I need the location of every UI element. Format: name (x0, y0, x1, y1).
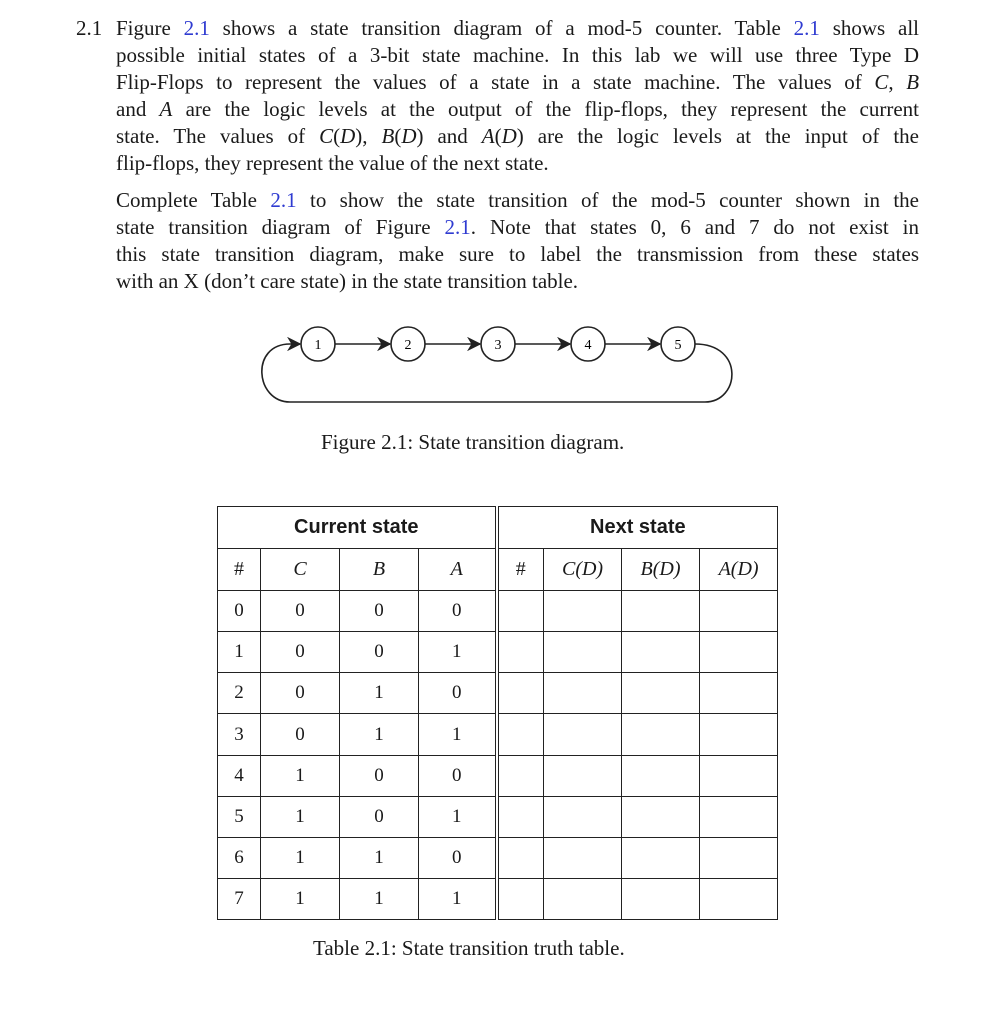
table-cell: 1 (340, 837, 419, 878)
table-cell: 0 (261, 591, 340, 632)
table-row (218, 632, 778, 673)
math-variable: D (401, 124, 417, 148)
next-col-header: A(D) (700, 549, 778, 591)
paragraph-instructions (116, 187, 919, 295)
math-variable: B (381, 124, 395, 148)
table-cell: 1 (419, 714, 497, 755)
next-state-header: Next state (497, 507, 778, 549)
current-col-header: C (261, 549, 340, 591)
text-run: possible initial states of a 3-bit state machine. In this lab we will use three Type D (116, 43, 919, 67)
empty-next-state-cell[interactable] (544, 755, 622, 796)
table-cell: 1 (340, 714, 419, 755)
table-cell: 1 (340, 878, 419, 919)
cross-reference-link[interactable]: 2.1 (183, 16, 210, 40)
table-cell: 0 (340, 796, 419, 837)
empty-next-state-cell[interactable] (700, 796, 778, 837)
empty-next-state-cell[interactable] (622, 591, 700, 632)
text-run: ( (494, 124, 502, 148)
table-cell: 0 (340, 755, 419, 796)
current-col-header: B (340, 549, 419, 591)
empty-next-state-cell[interactable] (622, 837, 700, 878)
section-number: 2.1 (76, 16, 103, 40)
empty-next-state-cell[interactable] (497, 714, 544, 755)
next-col-header: # (497, 549, 544, 591)
current-state-header: Current state (218, 507, 497, 549)
empty-next-state-cell[interactable] (700, 673, 778, 714)
text-line (116, 241, 919, 268)
text-line (116, 214, 919, 241)
table-caption: Table 2.1: State transition truth table. (313, 936, 625, 960)
math-variable: C (319, 124, 334, 148)
paragraph-intro (116, 15, 919, 177)
text-run: ) and (416, 124, 482, 148)
empty-next-state-cell[interactable] (700, 632, 778, 673)
state-label: 3 (494, 338, 502, 353)
math-variable: A (481, 124, 495, 148)
table-cell: 0 (261, 673, 340, 714)
table-cell: 1 (261, 837, 340, 878)
text-line (116, 69, 919, 96)
empty-next-state-cell[interactable] (700, 591, 778, 632)
empty-next-state-cell[interactable] (544, 673, 622, 714)
text-run: ( (394, 124, 402, 148)
text-run: ), (355, 124, 382, 148)
table-cell: 5 (218, 796, 261, 837)
text-line (116, 96, 919, 123)
text-run: state transition diagram of Figure (116, 215, 445, 239)
cross-reference-link[interactable]: 2.1 (270, 188, 297, 212)
current-col-header: # (218, 549, 261, 591)
empty-next-state-cell[interactable] (700, 755, 778, 796)
table-cell: 0 (340, 591, 419, 632)
text-run: ) are the logic levels at the input of the (516, 124, 919, 148)
state-label: 4 (584, 338, 592, 353)
math-variable: D (501, 124, 517, 148)
empty-next-state-cell[interactable] (497, 632, 544, 673)
text-run: . Note that states 0, 6 and 7 do not exist in (470, 215, 919, 239)
cross-reference-link[interactable]: 2.1 (793, 16, 820, 40)
text-run: flip-flops, they represent the value of the next state. (116, 151, 549, 175)
text-run: Figure (116, 16, 184, 40)
table-cell: 1 (419, 796, 497, 837)
table-cell: 4 (218, 755, 261, 796)
table-cell: 0 (340, 632, 419, 673)
table-cell: 3 (218, 714, 261, 755)
empty-next-state-cell[interactable] (497, 673, 544, 714)
table-cell: 6 (218, 837, 261, 878)
empty-next-state-cell[interactable] (544, 878, 622, 919)
math-variable: D (340, 124, 356, 148)
table-cell: 2 (218, 673, 261, 714)
empty-next-state-cell[interactable] (622, 632, 700, 673)
text-run: are the logic levels at the output of the flip-flops, they represent the current (172, 97, 919, 121)
table-cell: 1 (419, 878, 497, 919)
text-run: Complete Table (116, 188, 271, 212)
text-line (116, 42, 919, 69)
table-cell: 1 (261, 796, 340, 837)
empty-next-state-cell[interactable] (544, 591, 622, 632)
empty-next-state-cell[interactable] (544, 632, 622, 673)
empty-next-state-cell[interactable] (700, 878, 778, 919)
text-run: shows all (819, 16, 920, 40)
table-cell: 1 (218, 632, 261, 673)
empty-next-state-cell[interactable] (622, 673, 700, 714)
table-cell: 1 (261, 878, 340, 919)
math-variable: A (159, 97, 173, 121)
table-cell: 0 (261, 714, 340, 755)
table-row (218, 591, 778, 632)
empty-next-state-cell[interactable] (622, 796, 700, 837)
text-run: state. The values of (116, 124, 320, 148)
table-row (218, 878, 778, 919)
table-cell: 1 (261, 755, 340, 796)
empty-next-state-cell[interactable] (700, 714, 778, 755)
table-cell: 1 (419, 632, 497, 673)
text-run: shows a state transition diagram of a mod-5 counter. Table (209, 16, 794, 40)
empty-next-state-cell[interactable] (497, 755, 544, 796)
empty-next-state-cell[interactable] (497, 837, 544, 878)
text-run: this state transition diagram, make sure to label the transmission from these states (116, 242, 919, 266)
table-row (218, 837, 778, 878)
text-run: and (116, 97, 160, 121)
table-cell: 0 (419, 591, 497, 632)
text-run: to show the state transition of the mod-5 counter shown in the (296, 188, 919, 212)
figure-caption: Figure 2.1: State transition diagram. (321, 430, 625, 454)
table-cell: 0 (419, 837, 497, 878)
table-cell: 1 (340, 673, 419, 714)
empty-next-state-cell[interactable] (622, 878, 700, 919)
text-run: with an X (don’t care state) in the state transition table. (116, 269, 579, 293)
text-run: , (888, 70, 907, 94)
empty-next-state-cell[interactable] (544, 714, 622, 755)
table-cell: 0 (419, 755, 497, 796)
state-transition-diagram (250, 315, 750, 415)
table-row (218, 673, 778, 714)
text-line (116, 187, 919, 214)
table-cell: 0 (261, 632, 340, 673)
text-run: ( (333, 124, 341, 148)
table-cell: 0 (218, 591, 261, 632)
state-label: 1 (314, 338, 322, 353)
state-transition-table (217, 506, 778, 920)
current-col-header: A (419, 549, 497, 591)
next-col-header: C(D) (544, 549, 622, 591)
table-cell: 0 (419, 673, 497, 714)
empty-next-state-cell[interactable] (497, 878, 544, 919)
text-run: Flip-Flops to represent the values of a state in a state machine. The values of (116, 70, 875, 94)
empty-next-state-cell[interactable] (700, 837, 778, 878)
next-col-header: B(D) (622, 549, 700, 591)
text-line (116, 150, 919, 177)
text-line (116, 123, 919, 150)
empty-next-state-cell[interactable] (497, 591, 544, 632)
empty-next-state-cell[interactable] (544, 796, 622, 837)
empty-next-state-cell[interactable] (622, 714, 700, 755)
text-line (116, 268, 919, 295)
table-row (218, 796, 778, 837)
state-label: 5 (674, 338, 682, 353)
text-line (116, 15, 919, 42)
math-variable: B (906, 70, 920, 94)
empty-next-state-cell[interactable] (544, 837, 622, 878)
table-row (218, 714, 778, 755)
table-cell: 7 (218, 878, 261, 919)
cross-reference-link[interactable]: 2.1 (444, 215, 471, 239)
math-variable: C (874, 70, 889, 94)
empty-next-state-cell[interactable] (497, 796, 544, 837)
empty-next-state-cell[interactable] (622, 755, 700, 796)
state-label: 2 (404, 338, 412, 353)
table-row (218, 755, 778, 796)
